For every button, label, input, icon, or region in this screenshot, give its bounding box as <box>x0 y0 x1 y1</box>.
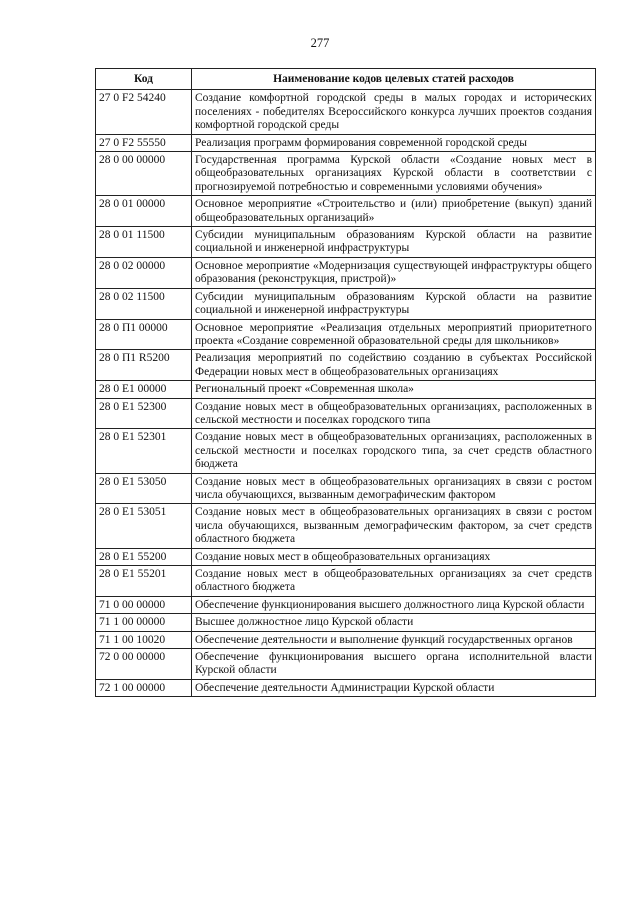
table-row <box>96 679 596 696</box>
row-name: Основное мероприятие «Реализация отдельных мероприятий приоритетного проекта «Создание современной образовательной среды для школьников» <box>192 319 596 350</box>
row-name: Создание новых мест в общеобразовательных организациях, расположенных в сельской местности и поселках городского типа, за счет средств областного бюджета <box>192 429 596 473</box>
row-name: Основное мероприятие «Строительство и (или) приобретение (выкуп) зданий общеобразовательных организаций» <box>192 196 596 227</box>
table-row <box>96 350 596 381</box>
name-column-header: Наименование кодов целевых статей расходов <box>192 69 596 90</box>
table-row <box>96 631 596 648</box>
row-code: 28 0 E1 55201 <box>96 566 192 597</box>
row-name: Государственная программа Курской области «Создание новых мест в общеобразовательных организациях Курской области в соответствии с прогнозируемой потребностью и современными условиями обучения» <box>192 152 596 196</box>
row-code: 28 0 02 00000 <box>96 257 192 288</box>
row-name: Создание новых мест в общеобразовательных организациях, расположенных в сельской местности и поселках городского типа <box>192 398 596 429</box>
table-row <box>96 381 596 398</box>
table-row <box>96 288 596 319</box>
row-code: 28 0 01 00000 <box>96 196 192 227</box>
row-name: Основное мероприятие «Модернизация существующей инфраструктуры общего образования (реконструкция, пристрой)» <box>192 257 596 288</box>
row-name: Субсидии муниципальным образованиям Курской области на развитие социальной и инженерной инфраструктуры <box>192 227 596 258</box>
row-code: 71 0 00 00000 <box>96 596 192 613</box>
row-name: Обеспечение деятельности и выполнение функций государственных органов <box>192 631 596 648</box>
row-code: 28 0 E1 55200 <box>96 548 192 565</box>
row-code: 28 0 01 11500 <box>96 227 192 258</box>
table-row <box>96 196 596 227</box>
row-name: Создание комфортной городской среды в малых городах и исторических поселениях - победителях Всероссийского конкурса лучших проектов создания комфортной городской среды <box>192 90 596 134</box>
row-code: 28 0 E1 00000 <box>96 381 192 398</box>
row-code: 28 0 E1 52300 <box>96 398 192 429</box>
row-code: 72 0 00 00000 <box>96 649 192 680</box>
row-code: 28 0 E1 53051 <box>96 504 192 548</box>
table-row <box>96 319 596 350</box>
row-name: Высшее должностное лицо Курской области <box>192 614 596 631</box>
table-row <box>96 566 596 597</box>
table-row <box>96 90 596 134</box>
target-expense-codes-table <box>95 68 596 697</box>
row-name: Обеспечение функционирования высшего должностного лица Курской области <box>192 596 596 613</box>
row-name: Создание новых мест в общеобразовательных организациях в связи с ростом числа обучающихся, вызванным демографическим фактором <box>192 473 596 504</box>
row-code: 72 1 00 00000 <box>96 679 192 696</box>
row-name: Создание новых мест в общеобразовательных организациях за счет средств областного бюджета <box>192 566 596 597</box>
row-code: 28 0 П1 00000 <box>96 319 192 350</box>
table-row <box>96 504 596 548</box>
row-name: Создание новых мест в общеобразовательных организациях <box>192 548 596 565</box>
row-code: 27 0 F2 55550 <box>96 134 192 151</box>
row-code: 28 0 E1 52301 <box>96 429 192 473</box>
code-column-header: Код <box>96 69 192 90</box>
row-code: 71 1 00 10020 <box>96 631 192 648</box>
row-code: 71 1 00 00000 <box>96 614 192 631</box>
row-code: 27 0 F2 54240 <box>96 90 192 134</box>
table-row <box>96 257 596 288</box>
row-name: Создание новых мест в общеобразовательных организациях в связи с ростом числа обучающихся, вызванным демографическим фактором, за счет средств областного бюджета <box>192 504 596 548</box>
table-row <box>96 548 596 565</box>
row-name: Реализация программ формирования современной городской среды <box>192 134 596 151</box>
row-code: 28 0 00 00000 <box>96 152 192 196</box>
table-row <box>96 473 596 504</box>
table-row <box>96 614 596 631</box>
row-name: Субсидии муниципальным образованиям Курской области на развитие социальной и инженерной инфраструктуры <box>192 288 596 319</box>
row-name: Обеспечение деятельности Администрации Курской области <box>192 679 596 696</box>
row-name: Региональный проект «Современная школа» <box>192 381 596 398</box>
row-code: 28 0 П1 R5200 <box>96 350 192 381</box>
table-row <box>96 152 596 196</box>
page-number: 277 <box>310 36 330 50</box>
table-header-row <box>96 69 596 90</box>
table-row <box>96 429 596 473</box>
row-name: Реализация мероприятий по содействию созданию в субъектах Российской Федерации новых мест в общеобразовательных организациях <box>192 350 596 381</box>
row-name: Обеспечение функционирования высшего органа исполнительной власти Курской области <box>192 649 596 680</box>
table-row <box>96 227 596 258</box>
table-row <box>96 134 596 151</box>
row-code: 28 0 02 11500 <box>96 288 192 319</box>
table-row <box>96 649 596 680</box>
row-code: 28 0 E1 53050 <box>96 473 192 504</box>
table-row <box>96 596 596 613</box>
table-row <box>96 398 596 429</box>
